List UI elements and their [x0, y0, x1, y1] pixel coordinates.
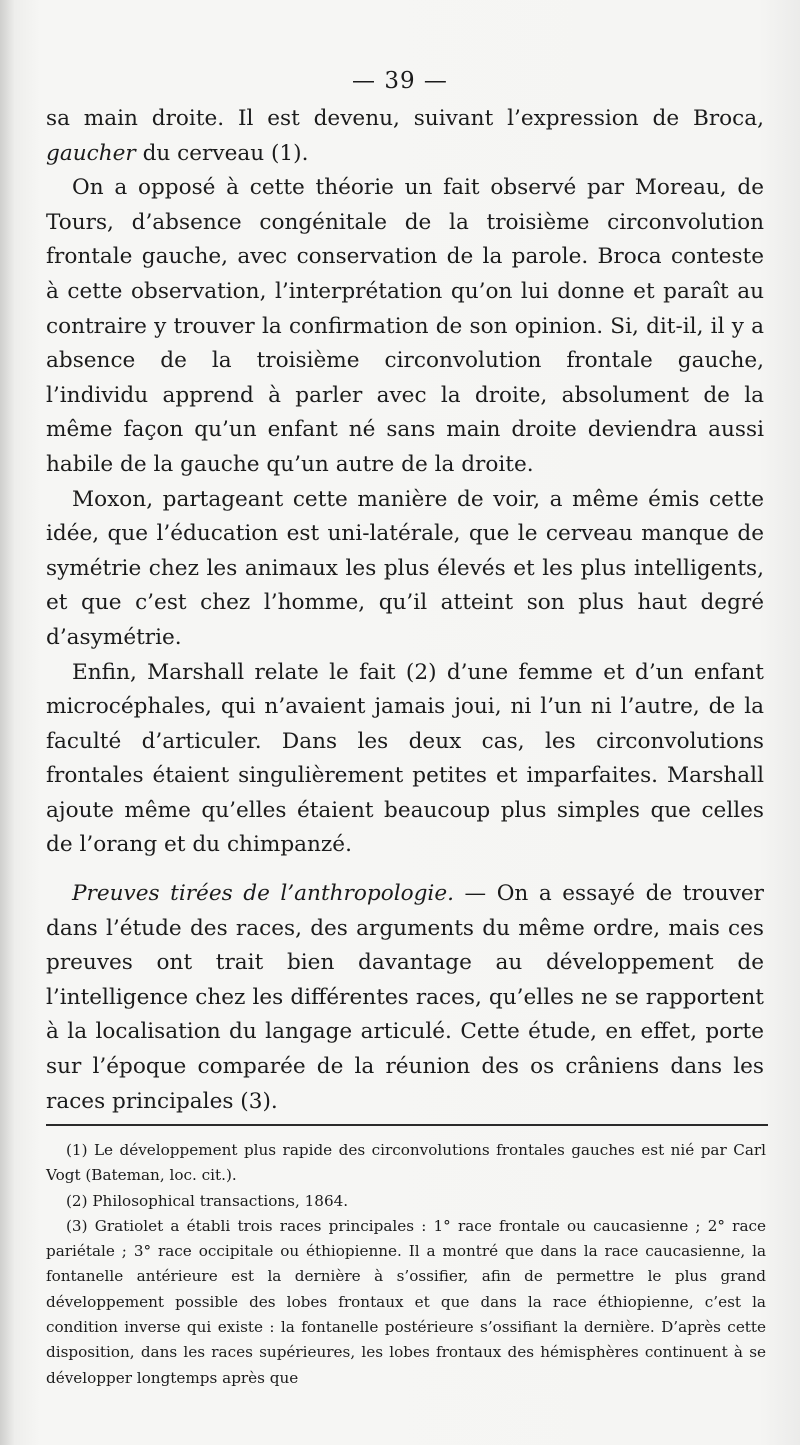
- paragraph-5: [46, 877, 764, 1119]
- paragraph-2: On a opposé à cette théorie un fait observé par Moreau, de Tours, d’absence congénitale de la troisième circonvolution frontale gauche, avec conservation de la parole. Broca conteste à cette observation, l’interprétation qu’on lui donne et paraît au contraire y trouver la confirmation de son opinion. Si, dit-il, il y a absence de la troisième circonvolution frontale gauche, l’individu apprend à parler avec la droite, absolument de la même façon qu’un enfant né sans main droite deviendra aussi habile de la gauche qu’un autre de la droite.: [46, 175, 764, 477]
- paragraph-5-text: — On a essayé de trouver dans l’étude des races, des arguments du même ordre, mais ces preuves ont trait bien davantage au développement de l’intelligence chez les différentes races, qu’elles ne se rapportent à la localisation du langage articulé. Cette étude, en effet, porte sur l’époque comparée de la réunion des os crâniens dans les races principales (3).: [46, 881, 764, 1114]
- footnotes: [46, 1138, 766, 1391]
- paragraph-4: Enfin, Marshall relate le fait (2) d’une femme et d’un enfant microcéphales, qui n’avaient jamais joui, ni l’un ni l’autre, de la faculté d’articuler. Dans les deux cas, les circonvolutions frontales étaient singulièrement petites et imparfaites. Marshall ajoute même qu’elles étaient beaucoup plus simples que celles de l’orang et du chimpanzé.: [46, 659, 764, 858]
- footnote-3: (3) Gratiolet a établi trois races principales : 1° race frontale ou caucasienne ; 2° race pariétale ; 3° race occipitale ou éthiopienne. Il a montré que dans la race caucasienne, la fontanelle antérieure est la dernière à s’ossifier, afin de permettre le plus grand développement possible des lobes frontaux et que dans la race éthiopienne, c’est la condition inverse qui existe : la fontanelle postérieure s’ossifiant la dernière. D’après cette disposition, dans les races supérieures, les lobes frontaux des hémisphères continuent à se développer longtemps après que: [46, 1216, 766, 1387]
- paragraph-1-italic: gaucher: [46, 140, 136, 166]
- footnote-divider: [46, 1124, 768, 1126]
- paragraph-1-text: sa main droite. Il est devenu, suivant l’expression de Broca,: [46, 106, 764, 131]
- page-edge-shadow: [0, 0, 14, 1445]
- page-number: — 39 —: [352, 68, 448, 94]
- section-heading-anthropologie: Preuves tirées de l’anthropologie.: [72, 881, 454, 907]
- paragraph-3: Moxon, partageant cette manière de voir, a même émis cette idée, que l’éducation est uni-latérale, que le cerveau manque de symétrie chez les animaux les plus élevés et les plus intelligents, et que c’est chez l’homme, qu’il atteint son plus haut degré d’asymétrie.: [46, 486, 764, 650]
- paragraph-1: [46, 102, 764, 171]
- footnote-1: (1) Le développement plus rapide des circonvolutions frontales gauches est nié par Carl Vogt (Bateman, loc. cit.).: [46, 1141, 766, 1185]
- footnote-2: (2) Philosophical transactions, 1864.: [66, 1191, 349, 1210]
- paragraph-1-rest: du cerveau (1).: [135, 140, 309, 166]
- main-text: [46, 102, 764, 1119]
